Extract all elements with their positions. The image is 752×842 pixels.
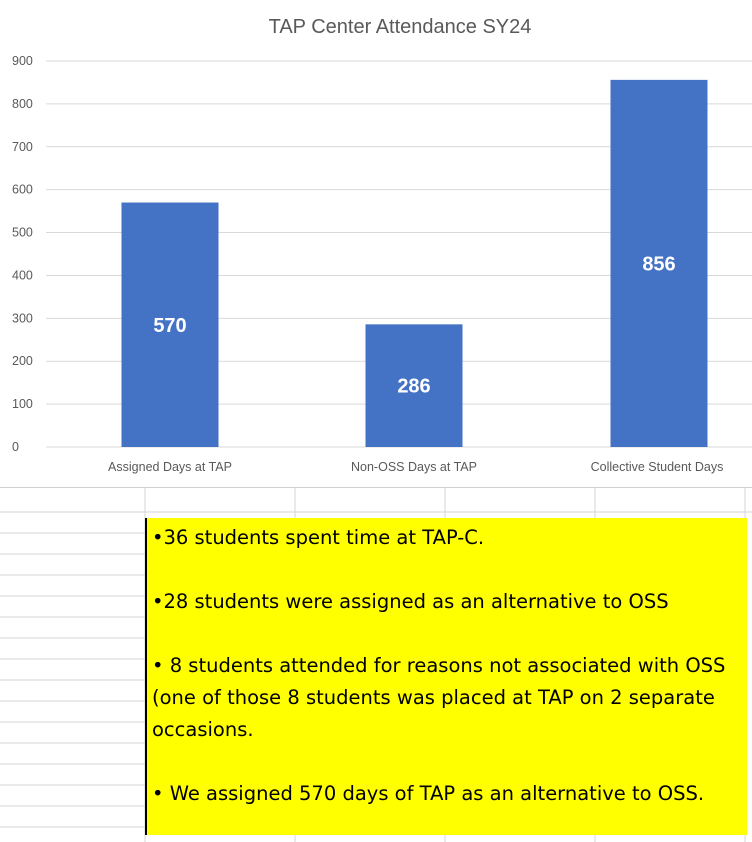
y-tick-label: 900: [12, 54, 33, 68]
y-tick-label: 800: [12, 96, 33, 111]
note-item: •36 students spent time at TAP-C.: [152, 526, 485, 549]
y-tick-label: 300: [12, 311, 33, 326]
category-label: Assigned Days at TAP: [108, 460, 232, 474]
y-tick-label: 200: [12, 354, 33, 369]
bar-data-label: 570: [153, 314, 187, 337]
y-tick-label: 0: [12, 440, 19, 454]
bar-data-label: 286: [397, 375, 431, 398]
y-tick-label: 700: [12, 139, 33, 154]
notes-box: [145, 518, 747, 835]
y-tick-label: 100: [12, 397, 33, 412]
chart-title: TAP Center Attendance SY24: [268, 16, 532, 38]
y-axis-ticks: [12, 54, 33, 454]
category-label: Collective Student Days: [590, 460, 724, 474]
category-labels: [108, 460, 723, 474]
note-item: • 8 students attended for reasons not associated with OSS (one of those 8 students was placed at TAP on 2 separate occasions.: [152, 654, 726, 741]
note-item: • We assigned 570 days of TAP as an alternative to OSS.: [152, 782, 705, 805]
y-tick-label: 600: [12, 182, 33, 197]
category-label: Non-OSS Days at TAP: [351, 460, 477, 474]
note-item: •28 students were assigned as an alternative to OSS: [152, 590, 669, 613]
y-tick-label: 500: [12, 225, 33, 240]
y-tick-label: 400: [12, 268, 33, 283]
bar-data-label: 856: [642, 253, 676, 276]
